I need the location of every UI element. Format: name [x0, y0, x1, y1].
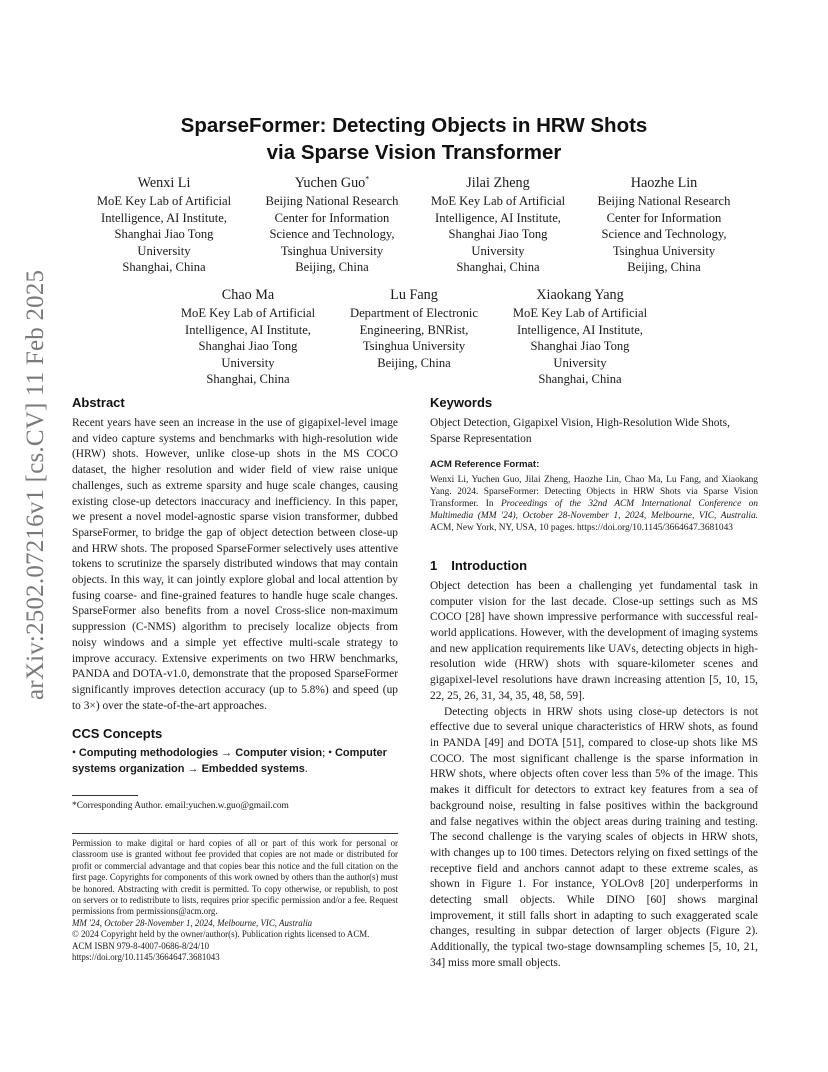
paper-title [0, 112, 828, 166]
author-name: Xiaokang Yang [536, 287, 624, 303]
isbn-line: ACM ISBN 979-8-4007-0686-8/24/10 [72, 940, 210, 951]
ccs-item: Computing methodologies → Computer vision [78, 747, 323, 760]
keywords-text: Object Detection, Gigapixel Vision, High-Resolution Wide Shots, Sparse Representation [430, 417, 730, 445]
author-block [330, 286, 498, 371]
author-affiliation: MoE Key Lab of Artificial [180, 306, 316, 320]
acm-reference [430, 459, 758, 534]
acm-reference-authors: Wenxi Li, Yuchen Guo, Jilai Zheng, Haozhe Lin, Chao Ma, Lu Fang, and Xiaokang Yang. 2024. SparseFormer: Detecting Objects in HRW Shots via Sparse Vision Transformer. In [430, 474, 758, 509]
author-affiliation: MoE Key Lab of Artificial [96, 194, 232, 208]
author-name: Wenxi Li [137, 175, 191, 191]
title-line-2: via Sparse Vision Transformer [266, 141, 562, 164]
author-name: Jilai Zheng [466, 175, 530, 191]
author-affiliation: Intelligence, AI Institute, [185, 322, 311, 337]
author-affiliation: Tsinghua University [612, 243, 716, 258]
author-block [414, 174, 582, 276]
author-affiliation: Center for Information [606, 210, 722, 225]
author-name [248, 174, 416, 192]
author-name: Haozhe Lin [630, 175, 698, 191]
author-affiliation: Tsinghua University [280, 243, 384, 258]
author-affiliation: Shanghai, China [538, 372, 622, 386]
ccs-heading: CCS Concepts [72, 726, 163, 742]
author-affiliation: Shanghai Jiao Tong [198, 339, 298, 353]
author-affiliation: Department of Electronic [350, 306, 478, 320]
acm-reference-heading: ACM Reference Format: [430, 459, 540, 471]
author-block [80, 174, 248, 276]
author-affiliation: Shanghai Jiao Tong [530, 339, 630, 353]
author-affiliation: Beijing National Research [597, 194, 731, 208]
footnote-rule [72, 795, 138, 796]
author-block [164, 286, 332, 388]
author-block [580, 174, 748, 276]
acm-reference-publisher: ACM, New York, NY, USA, 10 pages. https://doi.org/10.1145/3664647.3681043 [430, 522, 733, 533]
author-affiliation: Beijing, China [377, 355, 451, 370]
author-affiliation: University [553, 355, 607, 370]
author-affiliation: Shanghai, China [206, 372, 290, 386]
author-affiliation: Shanghai, China [122, 260, 206, 274]
intro-paragraph: Detecting objects in HRW shots using close-up detectors is not effective due to several unique characteristics of HRW shots, as found in PANDA [49] and DOTA [51], compared to close-up shots like MS COCO. The most significant challenge is the sparse information in HRW shots, where objects often cover less than 5% of the image. This makes it difficult for detectors to extract key features from a sea of background noise, resulting in false positives within the background and false negatives within the object areas during training and testing. The second challenge is the varying scales of objects in HRW shots, with changes up to 100 times. Detectors relying on fixed settings of the receptive field and anchors cannot adapt to these extreme scales, as shown in Figure 1. For instance, YOLOv8 [20] underperforms in detecting small objects. While DINO [60] shows marginal improvement, it still falls short in adapting to such exaggerated scale changes, resulting in subpar detection of larger objects (Figure 2). Additionally, the typical two-stage downsampling schemes [5, 10, 21, 34] miss more small objects. [430, 705, 758, 969]
author-name: Lu Fang [390, 287, 438, 303]
corresponding-mark: * [365, 174, 370, 184]
permission-text: Permission to make digital or hard copies of all or part of this work for personal or classroom use is granted without fee provided that copies are not made or distributed for profit or commercial advantage and that copies bear this notice and the full citation on the first page. Copyrights for components of this work owned by others than the author(s) must be honored. Abstracting with credit is permitted. To copy otherwise, or republish, to post on servers or to redistribute to lists, requires prior specific permission and/or a fee. Request permissions from permissions@acm.org. [72, 838, 398, 917]
author-affiliation: Beijing, China [295, 260, 369, 274]
author-affiliation: MoE Key Lab of Artificial [512, 306, 648, 320]
author-affiliation: Center for Information [274, 210, 390, 225]
left-column [72, 395, 398, 778]
author-affiliation: Intelligence, AI Institute, [517, 322, 643, 337]
arxiv-stamp: arXiv:2502.07216v1 [cs.CV] 11 Feb 2025 [22, 269, 49, 700]
permission-block [72, 838, 398, 963]
author-affiliation: Intelligence, AI Institute, [101, 210, 227, 225]
author-name-text: Yuchen Guo [294, 175, 366, 191]
permission-rule [72, 833, 398, 834]
venue-line: MM '24, October 28-November 1, 2024, Melbourne, VIC, Australia [72, 917, 313, 928]
section-title: Introduction [451, 557, 528, 573]
intro-paragraph: Object detection has been a challenging yet fundamental task in computer vision for the last decade. Close-up settings such as MS COCO [28] have shown impressive performance with successful real-world applications. However, with the development of imaging systems and new application requirements like UAVs, detecting objects in high-resolution wide (HRW) shots with square-kilometer scenes and gigapixel-level resolutions have drawn increasing attention [5, 10, 15, 22, 25, 26, 31, 34, 35, 48, 58, 59]. [430, 579, 758, 702]
author-affiliation: Shanghai Jiao Tong [448, 227, 548, 241]
author-affiliation: Engineering, BNRist, [359, 322, 469, 337]
author-affiliation: University [221, 355, 275, 370]
doi-link[interactable]: https://doi.org/10.1145/3664647.3681043 [72, 952, 220, 963]
title-line-1: SparseFormer: Detecting Objects in HRW Shots [180, 114, 648, 137]
author-affiliation: University [471, 243, 525, 258]
abstract-heading: Abstract [72, 395, 125, 410]
intro-heading [430, 558, 758, 574]
keywords-heading: Keywords [430, 395, 493, 410]
author-block [496, 286, 664, 388]
right-column [430, 395, 758, 972]
author-affiliation: Tsinghua University [362, 339, 466, 353]
author-block [248, 174, 416, 276]
author-affiliation: Beijing National Research [265, 194, 399, 208]
author-affiliation: Beijing, China [627, 260, 701, 274]
footnote: *Corresponding Author. email:yuchen.w.guo@gmail.com [72, 801, 289, 811]
author-affiliation: Science and Technology, [269, 227, 395, 241]
author-affiliation: Intelligence, AI Institute, [435, 210, 561, 225]
acm-reference-text [430, 474, 758, 534]
section-number: 1 [430, 557, 438, 573]
author-affiliation: University [137, 243, 191, 258]
author-affiliation: Shanghai Jiao Tong [114, 227, 214, 241]
author-affiliation: Shanghai, China [456, 260, 540, 274]
author-affiliation: MoE Key Lab of Artificial [430, 194, 566, 208]
ccs-concepts: • Computing methodologies → Computer vision; • Computer systems organization → Embedded systems. [72, 747, 387, 776]
acm-reference-proceedings: Proceedings of the 32nd ACM International Conference on Multimedia (MM '24), October 28-November 1, 2024, Melbourne, VIC, Australia. [430, 498, 758, 521]
abstract-text: Recent years have seen an increase in the use of gigapixel-level image and video capture systems and benchmarks with high-resolution wide (HRW) shots. However, unlike close-up shots in the MS COCO dataset, the higher resolution and wider field of view raise unique challenges, such as extreme sparsity and huge scale changes, causing existing close-up detectors inaccuracy and inefficiency. In this paper, we present a novel model-agnostic sparse vision transformer, dubbed SparseFormer, to bridge the gap of object detection between close-up and HRW shots. The proposed SparseFormer selectively uses attentive tokens to scrutinize the sparsely distributed windows that may contain objects. In this way, it can jointly explore global and local attention by fusing coarse- and fine-grained features to handle huge scale changes. SparseFormer also benefits from a novel Cross-slice non-maximum suppression (C-NMS) algorithm to precisely localize objects from noisy windows and a simple yet effective multi-scale strategy to improve accuracy. Extensive experiments on two HRW benchmarks, PANDA and DOTA-v1.0, demonstrate that the proposed SparseFormer significantly improves detection accuracy (up to 5.8%) and speed (up to 3×) over the state-of-the-art approaches. [72, 417, 398, 712]
author-affiliation: Science and Technology, [601, 227, 727, 241]
copyright-line: © 2024 Copyright held by the owner/author(s). Publication rights licensed to ACM. [72, 929, 370, 940]
author-name: Chao Ma [221, 287, 275, 303]
ccs-item: Computer systems organization → Embedded systems [72, 747, 387, 776]
